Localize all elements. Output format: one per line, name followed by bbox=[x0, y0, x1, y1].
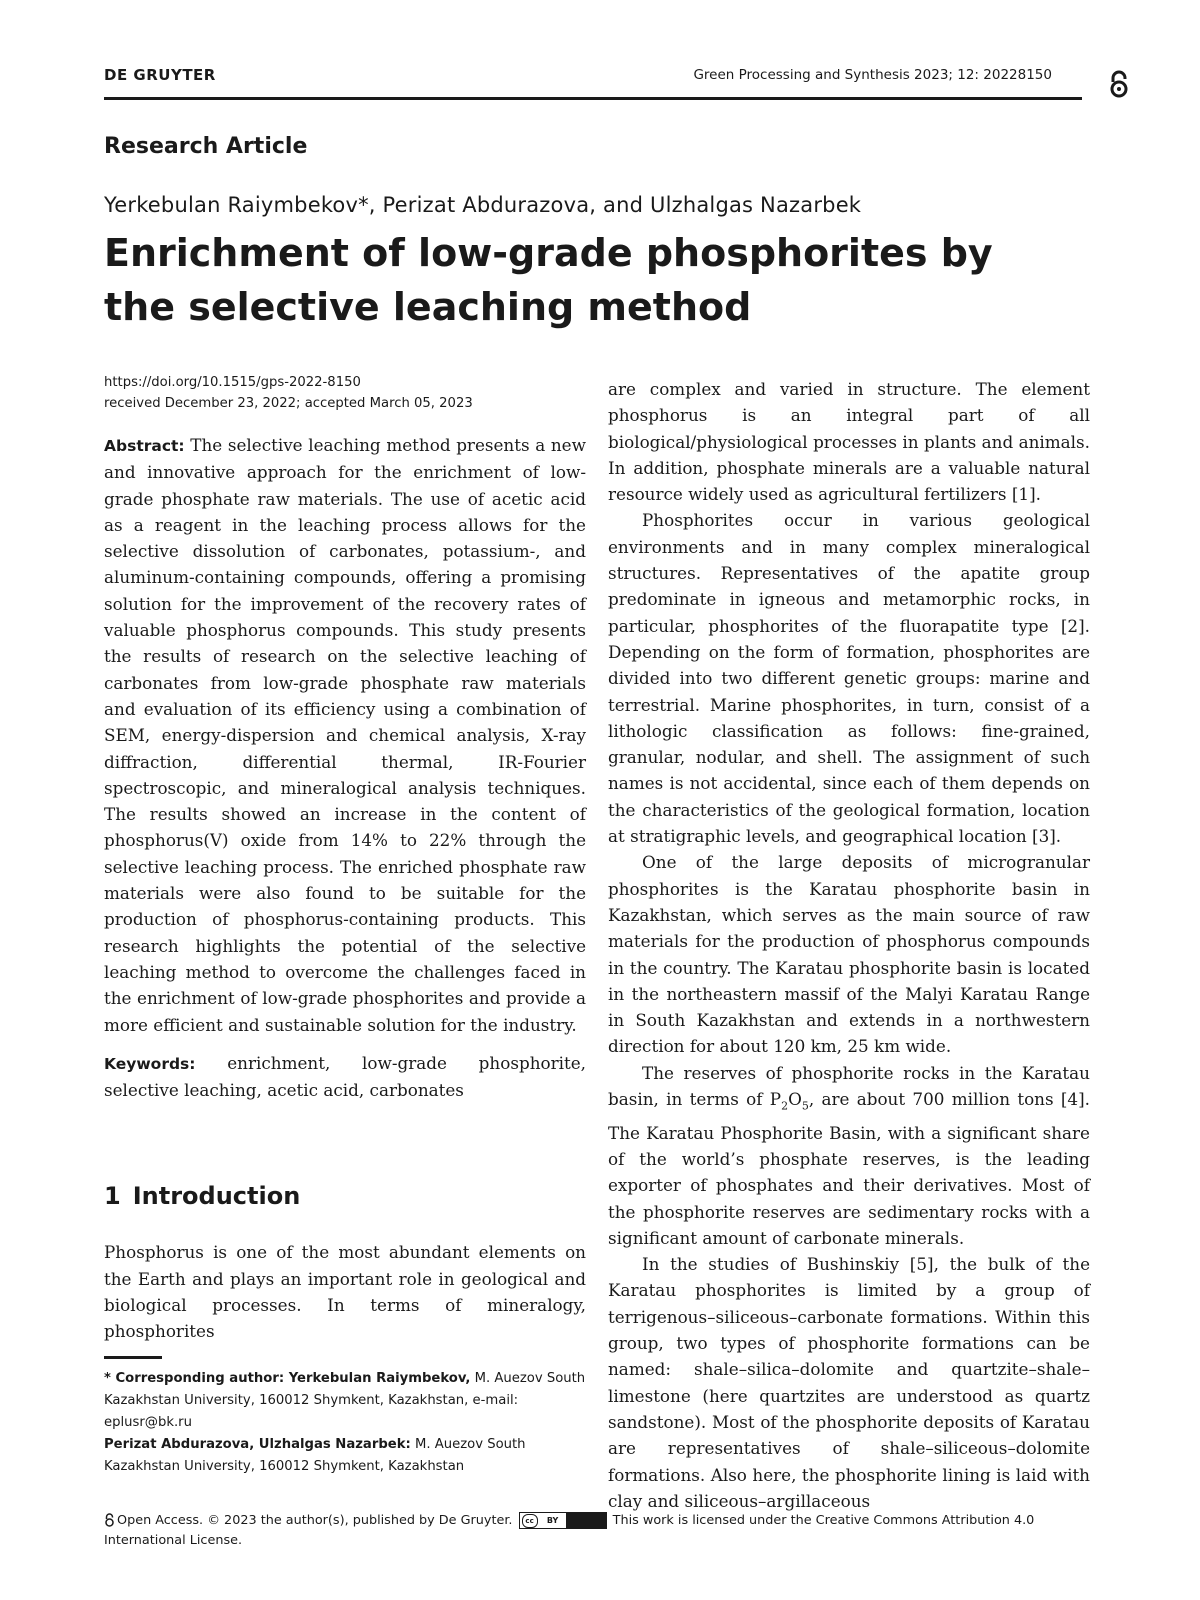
cc-by-badge-icon[interactable] bbox=[519, 1512, 607, 1529]
corresponding-author-affiliation: M. Auezov South Kazakhstan University, 160012 Shymkent, Kazakhstan, e-mail: eplusr@bk.ru bbox=[104, 1371, 586, 1430]
right-column bbox=[608, 376, 1090, 1514]
paragraph-text: , are about 700 million tons [4]. The Karatau Phosphorite Basin, with a significant share of the world’s phosphate reserves, is the leading exporter of phosphates and their derivatives. Most of the phosphorite reserves are sedimentary rocks with a significant amount of carbonate minerals. bbox=[608, 1089, 1090, 1248]
journal-citation: Green Processing and Synthesis 2023; 12: 20228150 bbox=[693, 67, 1052, 83]
subscript: 2 bbox=[781, 1099, 789, 1113]
footnote-rule bbox=[104, 1356, 162, 1359]
abstract-text: The selective leaching method presents a new and innovative approach for the enrichment of low-grade phosphate raw materials. The use of acetic acid as a reagent in the leaching process allows for the selective dissolution of carbonates, potassium-, and aluminum-containing compounds, offering a promising solution for the improvement of the recovery rates of valuable phosphorus compounds. This study presents the results of research on the selective leaching of carbonates from low-grade phosphate raw materials and evaluation of its efficiency using a combination of SEM, energy-dispersion and chemical analysis, X-ray diffraction, differential thermal, IR-Fourier spectroscopic, and mineralogical analysis techniques. The results showed an increase in the content of phosphorus(V) oxide from 14% to 22% through the selective leaching process. The enriched phosphate raw materials were also found to be suitable for the production of phosphorus-containing products. This research highlights the potential of the selective leaching method to overcome the challenges faced in the enrichment of low-grade phosphorites and provide a more efficient and sustainable solution for the industry. bbox=[104, 435, 586, 1035]
cc-badge-fill bbox=[566, 1513, 606, 1528]
keywords-label: Keywords: bbox=[104, 1054, 196, 1073]
coauthors-label: Perizat Abdurazova, Ulzhalgas Nazarbek: bbox=[104, 1437, 411, 1452]
subscript: 5 bbox=[801, 1099, 809, 1113]
intro-paragraph: In the studies of Bushinskiy [5], the bulk of the Karatau phosphorites is limited by a group of terrigenous–siliceous–carbonate formations. Within this group, two types of phosphorite formations can be named: shale–silica–dolomite and quartzite–shale–limestone (here quartzites are understood as quartz sandstone). Most of the phosphorite deposits of Karatau are representatives of shale–siliceous–dolomite formations. Also here, the phosphorite lining is laid with clay and siliceous–argillaceous bbox=[608, 1254, 1090, 1511]
author-footnote bbox=[104, 1368, 594, 1478]
left-column bbox=[104, 372, 586, 1345]
intro-paragraph: One of the large deposits of microgranular phosphorites is the Karatau phosphorite basin in Kazakhstan, which serves as the main source of raw materials for the production of phosphorus compounds in the country. The Karatau phosphorite basin is located in the northeastern massif of the Malyi Karatau Range in South Kazakhstan and extends in a northwestern direction for about 120 km, 25 km wide. bbox=[608, 852, 1090, 1057]
license-footer bbox=[104, 1511, 1084, 1551]
open-access-icon bbox=[1108, 70, 1130, 98]
section-title: Introduction bbox=[132, 1182, 301, 1211]
coauthors-affiliation: M. Auezov South Kazakhstan University, 160012 Shymkent, Kazakhstan bbox=[104, 1437, 526, 1474]
authors: Yerkebulan Raiymbekov*, Perizat Abdurazova, and Ulzhalgas Nazarbek bbox=[104, 193, 862, 217]
publisher-name: DE GRUYTER bbox=[104, 66, 216, 84]
doi-link[interactable]: https://doi.org/10.1515/gps-2022-8150 bbox=[104, 375, 361, 390]
license-text: This work is licensed under the Creative Commons Attribution 4.0 International License. bbox=[104, 1513, 1035, 1548]
intro-paragraph bbox=[608, 1060, 1090, 1251]
article-type: Research Article bbox=[104, 134, 308, 159]
paragraph-text: O bbox=[788, 1089, 802, 1110]
abstract-label: Abstract: bbox=[104, 437, 185, 455]
open-access-statement: Open Access. © 2023 the author(s), published by De Gruyter. bbox=[117, 1513, 513, 1528]
cc-icon: cc bbox=[522, 1514, 538, 1528]
keywords-text: enrichment, low-grade phosphorite, selective leaching, acetic acid, carbonates bbox=[104, 1052, 587, 1101]
open-access-icon bbox=[104, 1513, 115, 1527]
intro-paragraph: Phosphorus is one of the most abundant elements on the Earth and plays an important role in geological and biological processes. In terms of mineralogy, phosphorites bbox=[104, 1242, 586, 1342]
cc-by-label: BY bbox=[546, 1516, 559, 1525]
keywords bbox=[104, 1050, 586, 1104]
header-rule bbox=[104, 97, 1082, 100]
corresponding-author-label: * Corresponding author: Yerkebulan Raiymbekov, bbox=[104, 1371, 471, 1386]
section-heading-introduction bbox=[104, 1181, 586, 1211]
intro-paragraph: Phosphorites occur in various geological environments and in many complex mineralogical structures. Representatives of the apatite group predominate in igneous and metamorphic rocks, in particular, phosphorites of the fluorapatite type [2]. Depending on the form of formation, phosphorites are divided into two different genetic groups: marine and terrestrial. Marine phosphorites, in turn, consist of a lithologic classification as follows: fine-grained, granular, nodular, and shell. The assignment of such names is not accidental, since each of them depends on the characteristics of the geological formation, location at stratigraphic levels, and geographical location [3]. bbox=[608, 510, 1090, 847]
article-title: Enrichment of low-grade phosphorites by the selective leaching method bbox=[104, 231, 993, 329]
intro-paragraph: are complex and varied in structure. The element phosphorus is an integral part of all biological/physiological processes in plants and animals. In addition, phosphate minerals are a valuable natural resource widely used as agricultural fertilizers [1]. bbox=[608, 379, 1090, 505]
received-dates: received December 23, 2022; accepted March 05, 2023 bbox=[104, 396, 473, 411]
abstract bbox=[104, 432, 586, 1038]
paragraph-text: The reserves of phosphorite rocks in the Karatau basin, in terms of P bbox=[608, 1062, 1090, 1110]
section-number: 1 bbox=[104, 1182, 121, 1211]
